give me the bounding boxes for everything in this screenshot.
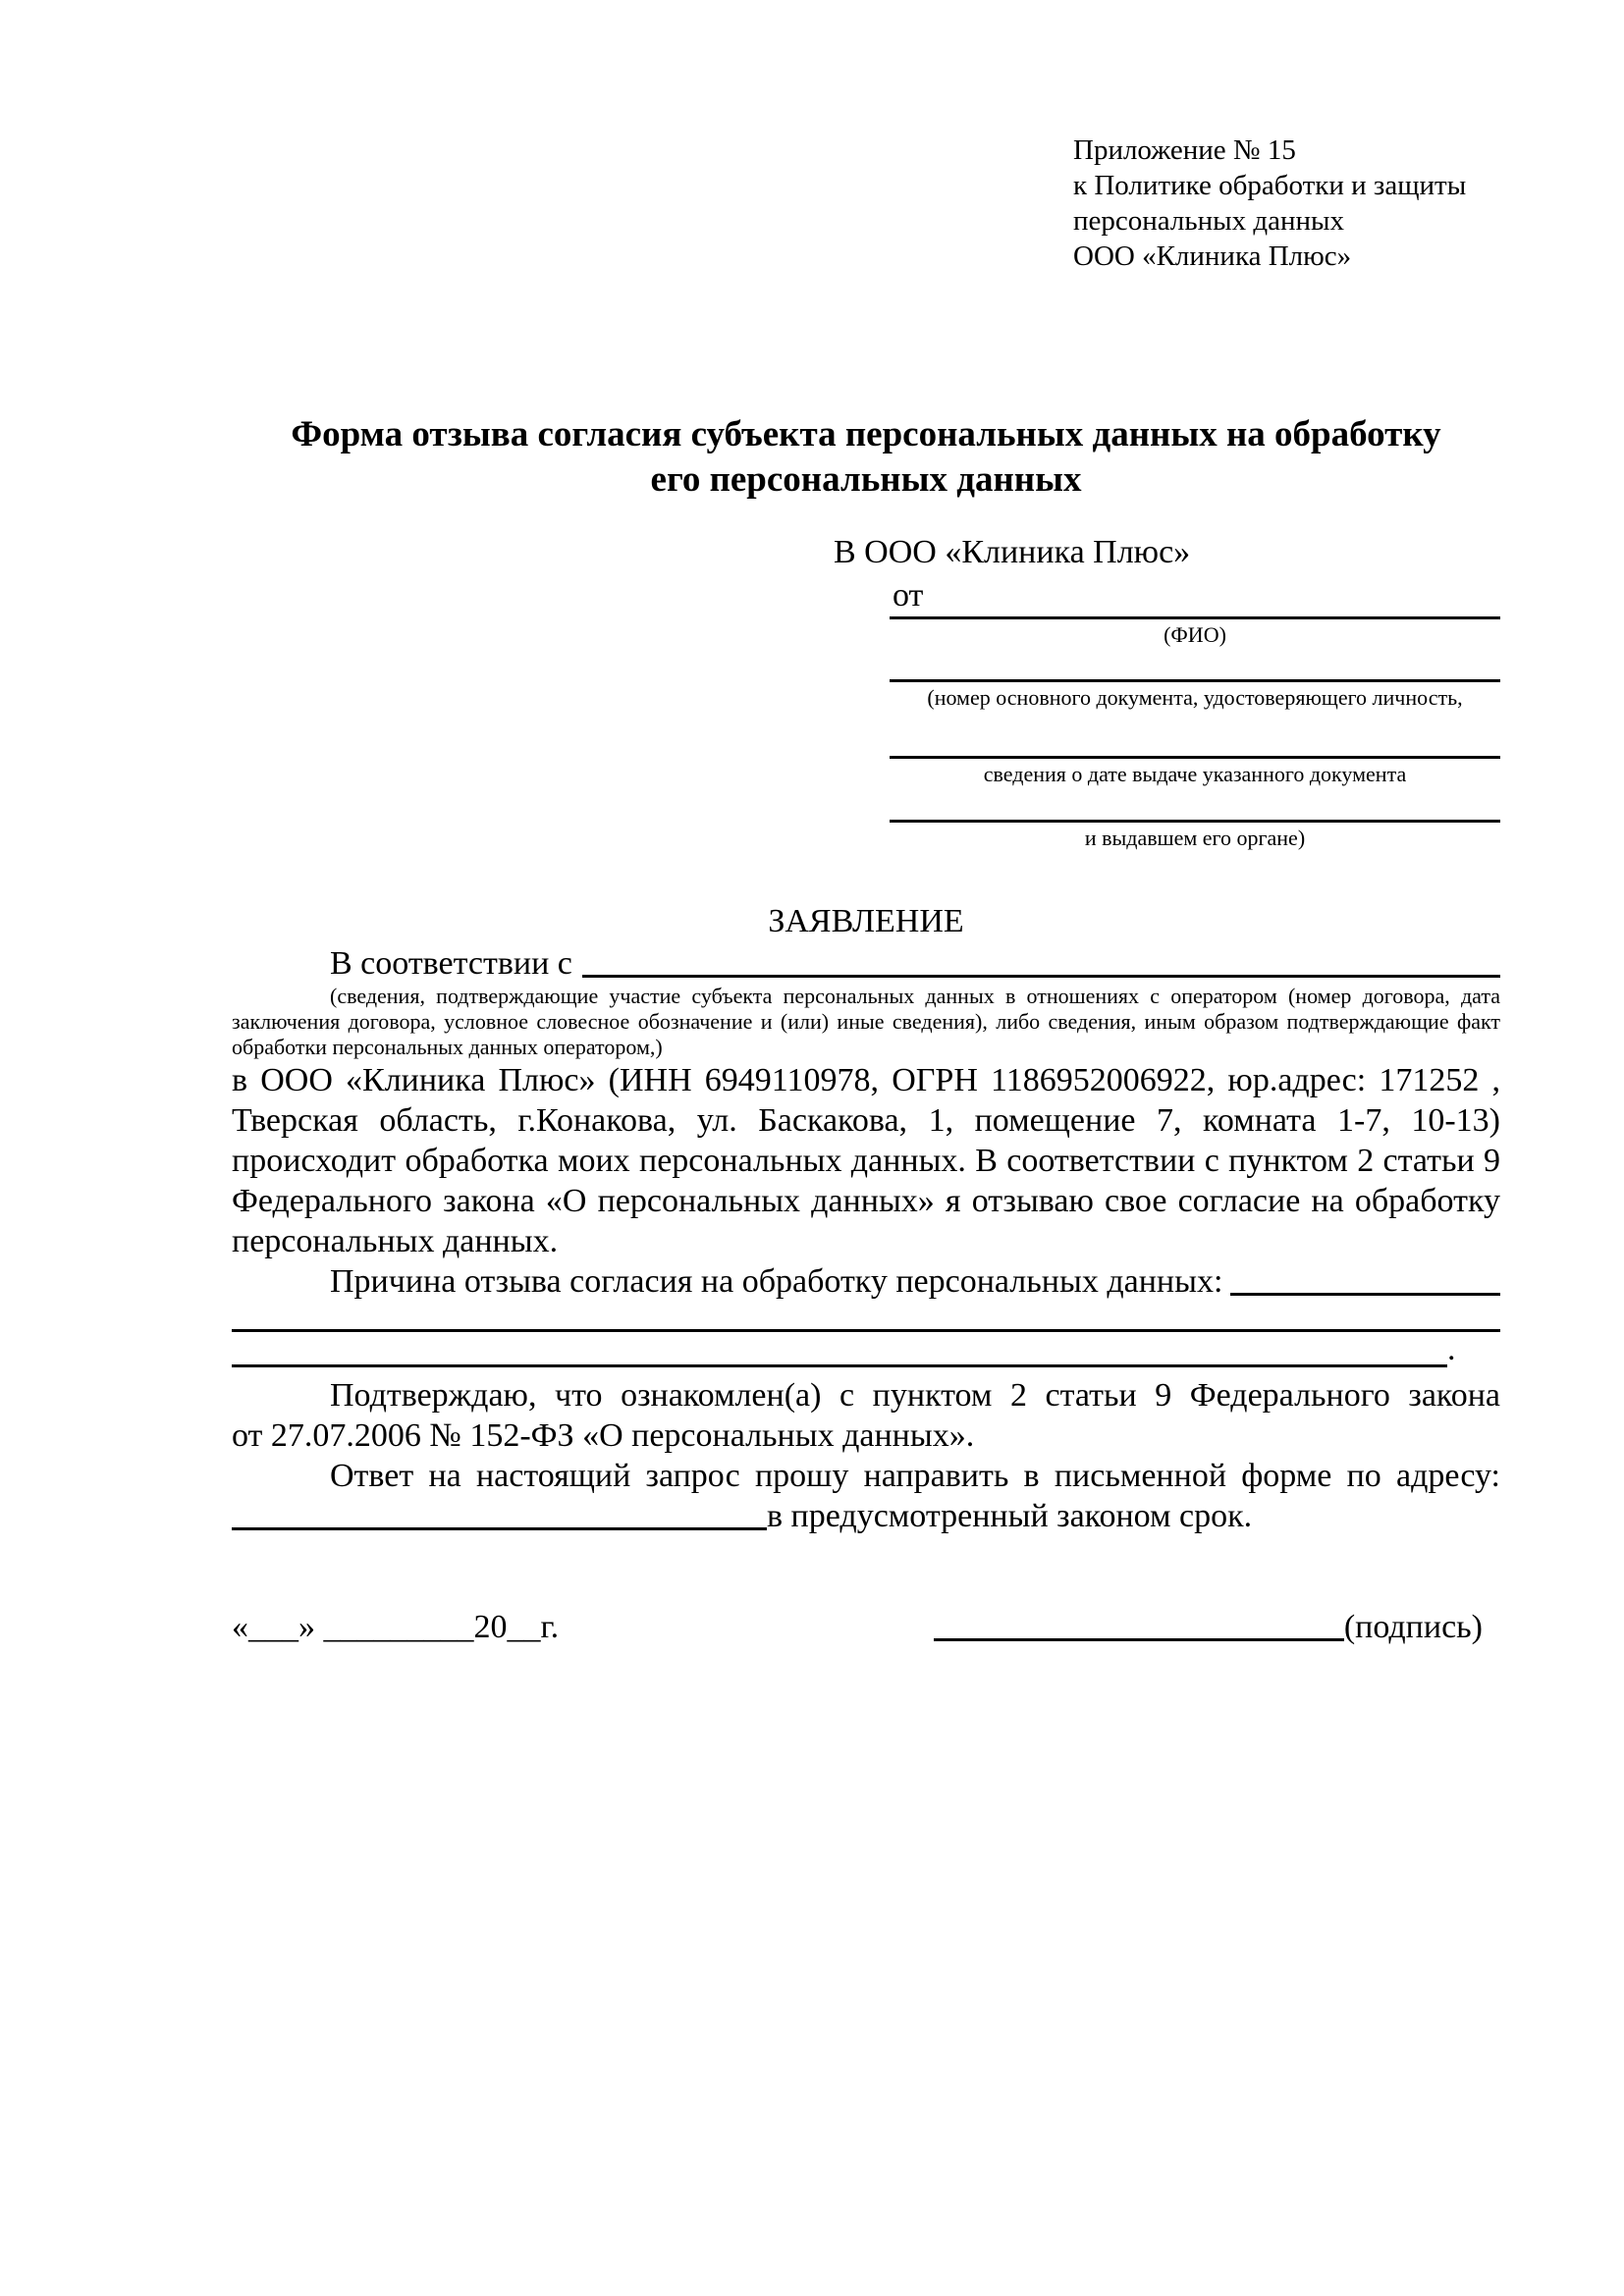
- appendix-line: к Политике обработки и защиты: [1073, 170, 1467, 201]
- issue-date-field-label: сведения о дате выдаче указанного документа: [983, 762, 1407, 786]
- consent-note-line: обработки персональных данных оператором,): [232, 1035, 663, 1059]
- addressee-to: В ООО «Клиника Плюс»: [834, 534, 1191, 570]
- signature-group: [934, 1607, 1483, 1647]
- doc-number-field: [890, 679, 1500, 711]
- confirm-paragraph: [232, 1375, 1500, 1456]
- confirm-line: от 27.07.2006 № 152-ФЗ «О персональных данных».: [232, 1417, 975, 1454]
- consent-note-line: (сведения, подтверждающие участие субъекта персональных данных в отношениях с оператором (номер договора, дата: [330, 984, 1500, 1008]
- reason-blank-line-3: [232, 1332, 1500, 1367]
- signature-label: (подпись): [1343, 1609, 1483, 1645]
- form-title-line: Форма отзыва согласия субъекта персональных данных на обработку: [291, 414, 1441, 454]
- form-title-line: его персональных данных: [650, 459, 1082, 500]
- reason-blank-line-2: [232, 1302, 1500, 1332]
- issue-date-field: [890, 756, 1500, 787]
- consent-note: [232, 984, 1500, 1060]
- sentence-period: .: [1447, 1331, 1456, 1367]
- body-line: в ООО «Клиника Плюс» (ИНН 6949110978, ОГРН 1186952006922, юр.адрес: 171252 ,: [232, 1062, 1500, 1098]
- reply-sentence: Ответ на настоящий запрос прошу направить в письменной форме по адресу:: [330, 1458, 1500, 1494]
- reply-tail: в предусмотренный законом срок.: [767, 1498, 1253, 1534]
- appendix-line: ООО «Клиника Плюс»: [1073, 240, 1352, 272]
- reason-row: [232, 1261, 1500, 1302]
- doc-number-field-label: (номер основного документа, удостоверяющего личность,: [927, 685, 1463, 710]
- from-label: от: [893, 577, 924, 614]
- address-blank-line: [232, 1496, 767, 1530]
- intro-prefix: В соответствии с: [330, 945, 572, 982]
- signature-blank-line: [934, 1607, 1344, 1641]
- intro-blank-line: [582, 943, 1500, 978]
- date-blank: «___» _________20__г.: [232, 1609, 560, 1645]
- appendix-block: [1073, 133, 1500, 274]
- confirm-line: Подтверждаю, что ознакомлен(а) с пунктом 2 статьи 9 Федерального закона: [330, 1377, 1500, 1414]
- body-line: Федерального закона «О персональных данных» я отзываю свое согласие на обработку: [232, 1183, 1500, 1219]
- issuing-authority-field-label: и выдавшем его органе): [1084, 826, 1306, 850]
- fio-field-label: (ФИО): [1164, 622, 1226, 647]
- issuing-authority-field: [890, 820, 1500, 851]
- form-title: [232, 412, 1500, 503]
- consent-note-line: заключения договора, условное словесное обозначение и (или) иные сведения), либо сведения, иным образом подтверждающие факт: [232, 1009, 1500, 1034]
- reason-blank-line-3-rule: [232, 1334, 1447, 1367]
- reason-blank-line: [1230, 1261, 1500, 1296]
- fio-field: [890, 616, 1500, 648]
- addressee-fields: [890, 616, 1500, 851]
- body-paragraph: [232, 1060, 1500, 1261]
- reason-prefix: Причина отзыва согласия на обработку персональных данных:: [330, 1263, 1223, 1300]
- intro-row: [232, 943, 1500, 984]
- appendix-line: Приложение № 15: [1073, 134, 1296, 166]
- signature-row: [232, 1607, 1500, 1647]
- body-line: Тверская область, г.Конакова, ул. Баскакова, 1, помещение 7, комната 1-7, 10-13): [232, 1102, 1500, 1139]
- reply-address-row: [232, 1496, 1500, 1536]
- statement-heading: ЗАЯВЛЕНИЕ: [768, 903, 964, 939]
- appendix-line: персональных данных: [1073, 205, 1345, 237]
- body-line: происходит обработка моих персональных данных. В соответствии с пунктом 2 статьи 9: [232, 1143, 1500, 1179]
- body-line: персональных данных.: [232, 1223, 559, 1259]
